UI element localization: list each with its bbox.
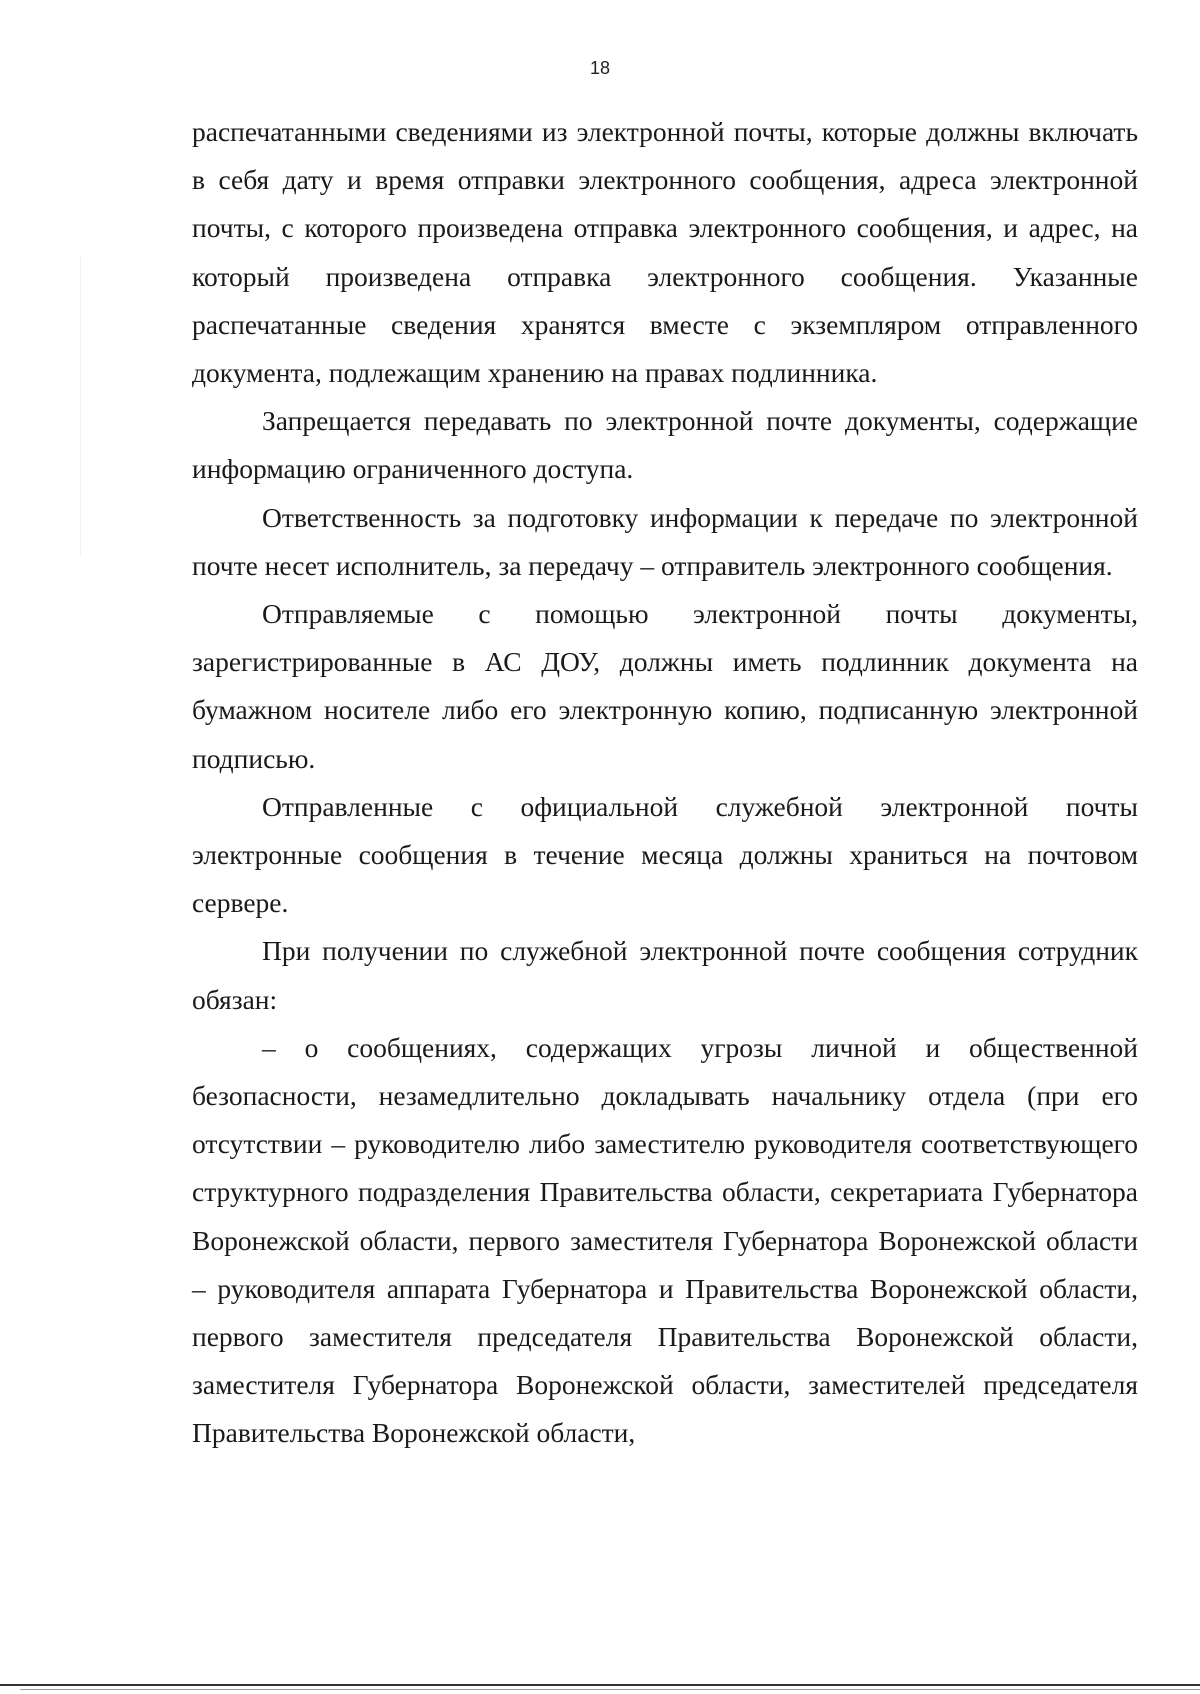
paragraph-prohibition: Запрещается передавать по электронной почте документы, содержащие информацию ограниченного доступа. (192, 405, 1138, 485)
paragraph-continuation: распечатанными сведениями из электронной почты, которые должны включать в себя дату и время отправки электронного сообщения, адреса электронной почты, с которого произведена отправка электронного сообщения, и адрес, на который произведена отправка электронного сообщения. Указанные распечатанные сведения хранятся вместе с экземпляром отправленного документа, подлежащим хранению на правах подлинника. (192, 116, 1138, 389)
paragraph-storage: Отправленные с официальной служебной электронной почты электронные сообщения в течение месяца должны храниться на почтовом сервере. (192, 790, 1138, 919)
scan-margin-mark (80, 255, 81, 555)
page-number: 18 (589, 58, 611, 78)
paragraph-threats-list-item: – о сообщениях, содержащих угрозы личной и общественной безопасности, незамедлительно докладывать начальнику отдела (при его отсутствии – руководителю либо заместителю руководителя соответствующего структурного подразделения Правительства области, секретариата Губернатора Воронежской области, первого заместителя Губернатора Воронежской области – руководителя аппарата Губернатора и Правительства Воронежской области, первого заместителя председателя Правительства Воронежской области, заместителя Губернатора Воронежской области, заместителей председателя Правительства Воронежской области, (192, 1031, 1138, 1449)
scan-bottom-edge-shadow (20, 1689, 1200, 1690)
paragraph-receiving: При получении по служебной электронной почте сообщения сотрудник обязан: (192, 935, 1138, 1015)
paragraph-responsibility: Ответственность за подготовку информации к передаче по электронной почте несет исполнитель, за передачу – отправитель электронного сообщения. (192, 501, 1138, 581)
scan-bottom-edge (0, 1684, 1200, 1686)
paragraph-sent-documents: Отправляемые с помощью электронной почты документы, зарегистрированные в АС ДОУ, должны иметь подлинник документа на бумажном носителе либо его электронную копию, подписанную электронной подписью. (192, 598, 1138, 774)
document-body (192, 108, 1138, 1458)
